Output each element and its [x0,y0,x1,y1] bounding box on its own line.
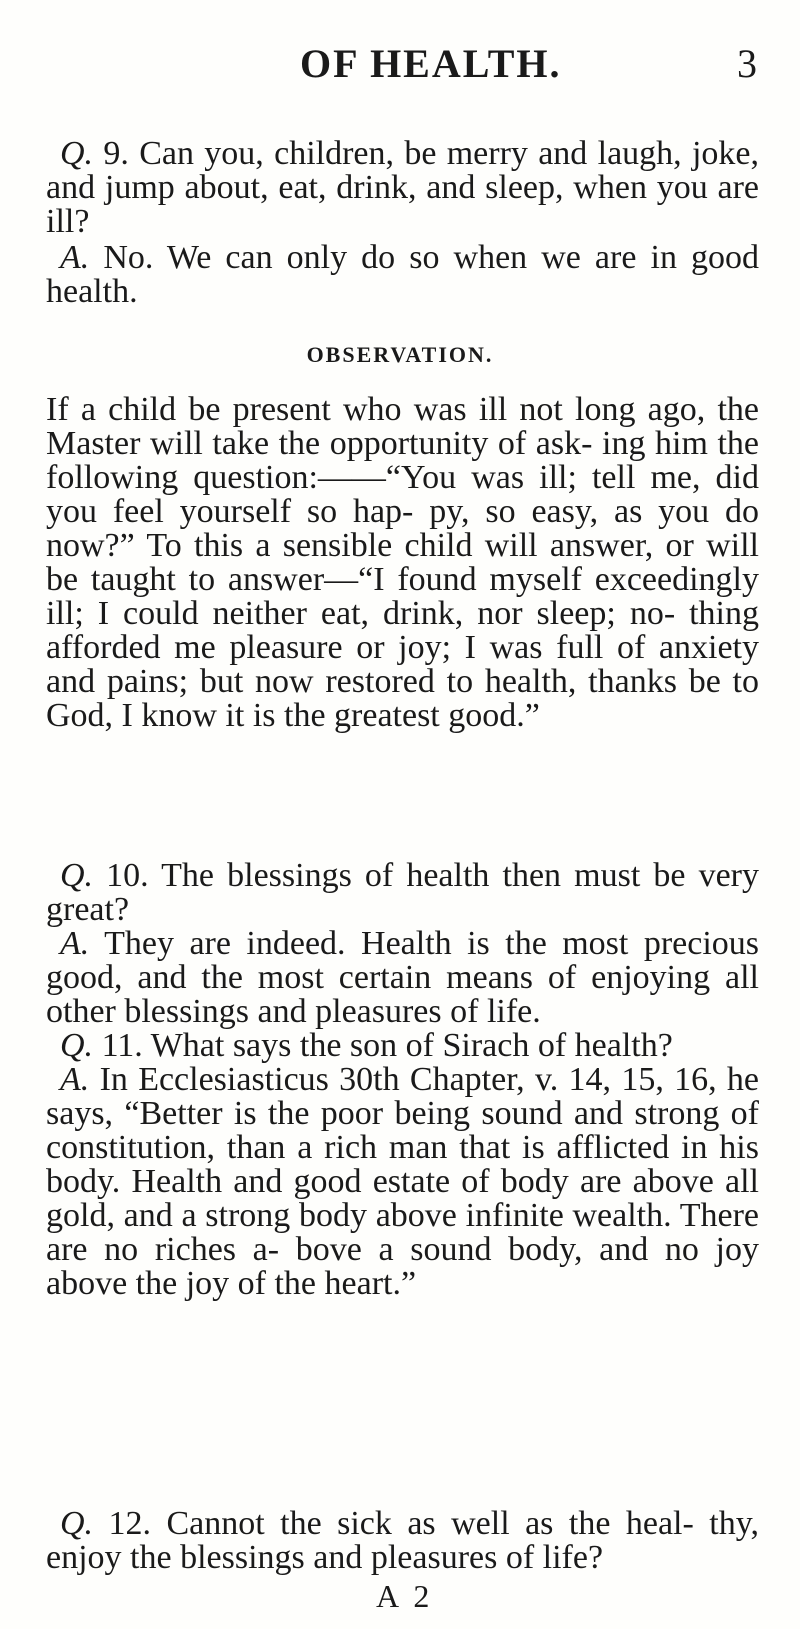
observation-paragraph: If a child be present who was ill not long ago, the Master will take the opportunity of ask- ing him the following question:——“You was ill; tell me, did you feel yourself so hap- py, so easy, as you do now?” To this a sensible child will answer, or will be taught to answer—“I found myself exceedingly ill; I could neither eat, drink, nor sleep; no- thing afforded me pleasure or joy; I was full of anxiety and pains; but now restored to health, thanks be to God, I know it is the greatest good.” [46,391,759,734]
question-text: 9. Can you, children, be merry and laugh, joke, and jump about, eat, drink, and sleep, when you are ill? [46,135,760,240]
answer-label: A. [60,239,90,276]
question-10 [46,859,759,927]
question-text: 11. What says the son of Sirach of health? [101,1027,673,1064]
answer-label: A. [60,1061,90,1098]
answer-text: No. We can only do so when we are in good health. [46,239,760,310]
signature-mark: A 2 [376,1578,434,1614]
question-9 [46,137,759,239]
question-text: 10. The blessings of health then must be very great? [46,857,760,928]
answer-text: In Ecclesiasticus 30th Chapter, v. 14, 15, 16, he says, “Better is the poor being sound and strong of constitution, than a rich man that is afflicted in his body. Health and good estate of body are above all gold, and a strong body above infinite wealth. There are no riches a- bove a sound body, and no joy above the joy of the heart.” [46,1061,760,1302]
page-number: 3 [737,41,757,86]
question-label: Q. [60,857,94,894]
answer-label: A. [60,925,90,962]
running-head [0,40,800,100]
question-11 [46,1029,759,1063]
answer-10 [46,927,759,1029]
question-label: Q. [60,1027,94,1064]
answer-9 [46,241,759,309]
observation-heading: OBSERVATION. [306,342,494,367]
question-label: Q. [60,1505,94,1542]
running-title: OF HEALTH. [300,41,562,86]
question-12 [46,1507,759,1575]
answer-text: They are indeed. Health is the most precious good, and the most certain means of enjoying all other blessings and pleasures of life. [46,925,760,1030]
question-label: Q. [60,135,94,172]
question-text: 12. Cannot the sick as well as the heal- thy, enjoy the blessings and pleasures of life? [46,1505,759,1576]
answer-11 [46,1063,759,1301]
